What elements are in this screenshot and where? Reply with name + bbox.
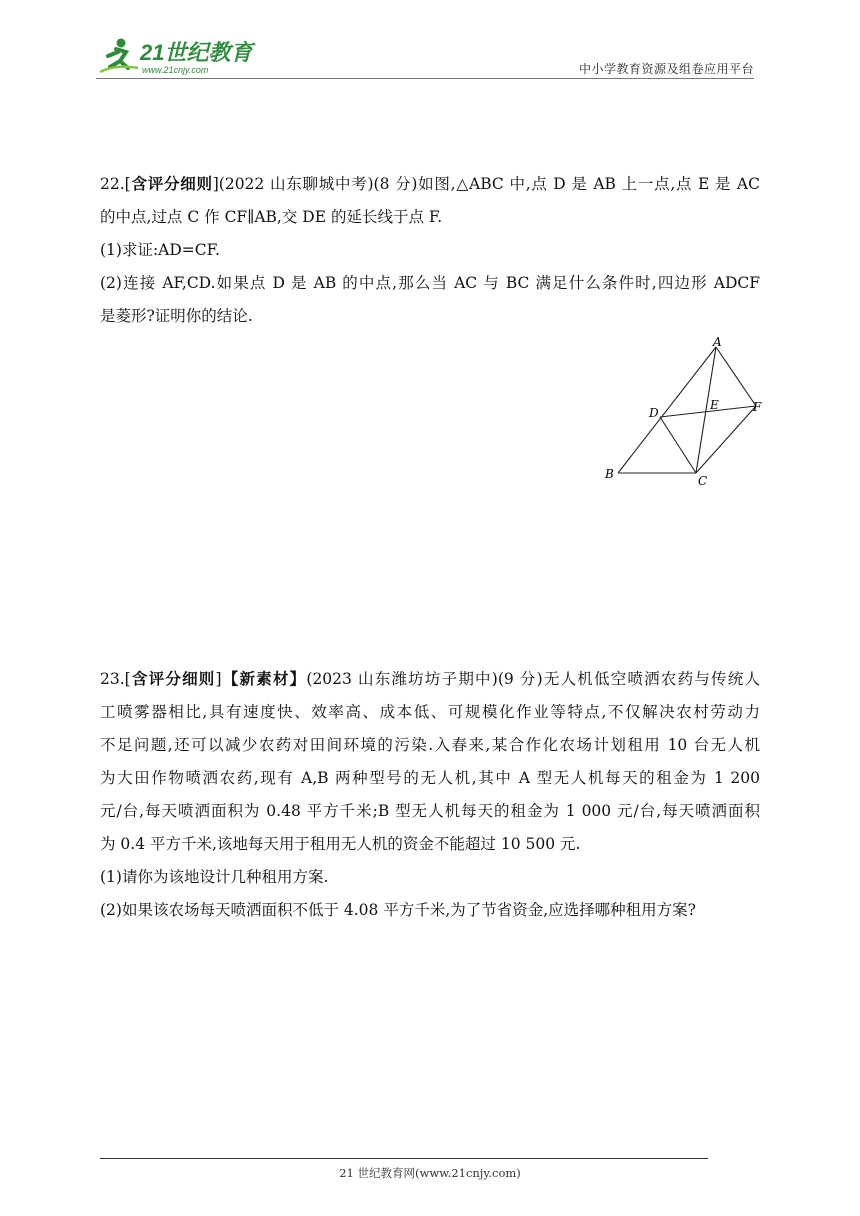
label-D: D	[649, 406, 659, 420]
q23-line6: 为 0.4 平方千米,该地每天用于租用无人机的资金不能超过 10 500 元.	[100, 835, 581, 853]
q23-part1: (1)请你为该地设计几种租用方案.	[100, 868, 329, 886]
question-22	[100, 167, 760, 333]
label-E: E	[710, 398, 719, 412]
q23-tag2: 【新素材】	[221, 669, 307, 688]
header-divider	[96, 78, 754, 79]
q23-part2: (2)如果该农场每天喷洒面积不低于 4.08 平方千米,为了节省资金,应选择哪种租用方案?	[100, 901, 696, 919]
q23-line3: 不足问题,还可以减少农药对田间环境的污染.入春来,某合作化农场计划租用 10 台无人机	[100, 736, 760, 754]
label-C: C	[698, 474, 708, 487]
footer-divider	[100, 1158, 708, 1159]
logo-text: 21世纪教育	[140, 40, 253, 65]
question-23	[100, 662, 760, 927]
q22-part1: (1)求证:AD=CF.	[100, 241, 220, 259]
footer-text: 21 世纪教育网(www.21cnjy.com)	[339, 1166, 521, 1180]
q22-part2-line1: (2)连接 AF,CD.如果点 D 是 AB 的中点,那么当 AC 与 BC 满足什么条件时,四边形 ADCF	[100, 274, 760, 292]
runner-icon	[100, 39, 138, 73]
q23-tag1: 含评分细则	[130, 669, 216, 688]
q22-line2: 的中点,过点 C 作 CF∥AB,交 DE 的延长线于点 F.	[100, 208, 443, 226]
q23-line1: 23.[含评分细则]【新素材】(2023 山东潍坊坊子期中)(9 分)无人机低空喷洒农药与传统人	[100, 669, 760, 688]
site-logo	[96, 34, 258, 78]
q23-line4: 为大田作物喷洒农药,现有 A,B 两种型号的无人机,其中 A 型无人机每天的租金为 1 200	[100, 769, 760, 787]
label-F: F	[753, 400, 762, 414]
segment-BA	[618, 347, 716, 473]
platform-name: 中小学教育资源及组卷应用平台	[578, 62, 754, 76]
label-A: A	[713, 337, 722, 349]
q22-line1: 22.[含评分细则](2022 山东聊城中考)(8 分)如图,△ABC 中,点 D 是 AB 上一点,点 E 是 AC	[100, 174, 760, 193]
geometry-figure	[600, 337, 770, 487]
q22-tag: 含评分细则	[130, 174, 213, 193]
segment-AF	[716, 347, 756, 406]
logo-url: www.21cnjy.com	[142, 65, 209, 75]
segment-DF	[660, 406, 756, 417]
q22-part2-line2: 是菱形?证明你的结论.	[100, 307, 253, 325]
q23-line2: 工喷雾器相比,具有速度快、效率高、成本低、可规模化作业等特点,不仅解决农村劳动力	[100, 703, 760, 721]
q23-line5: 元/台,每天喷洒面积为 0.48 平方千米;B 型无人机每天的租金为 1 000 元/台,每天喷洒面积	[100, 802, 760, 820]
segment-DC	[660, 417, 696, 473]
label-B: B	[605, 467, 614, 481]
